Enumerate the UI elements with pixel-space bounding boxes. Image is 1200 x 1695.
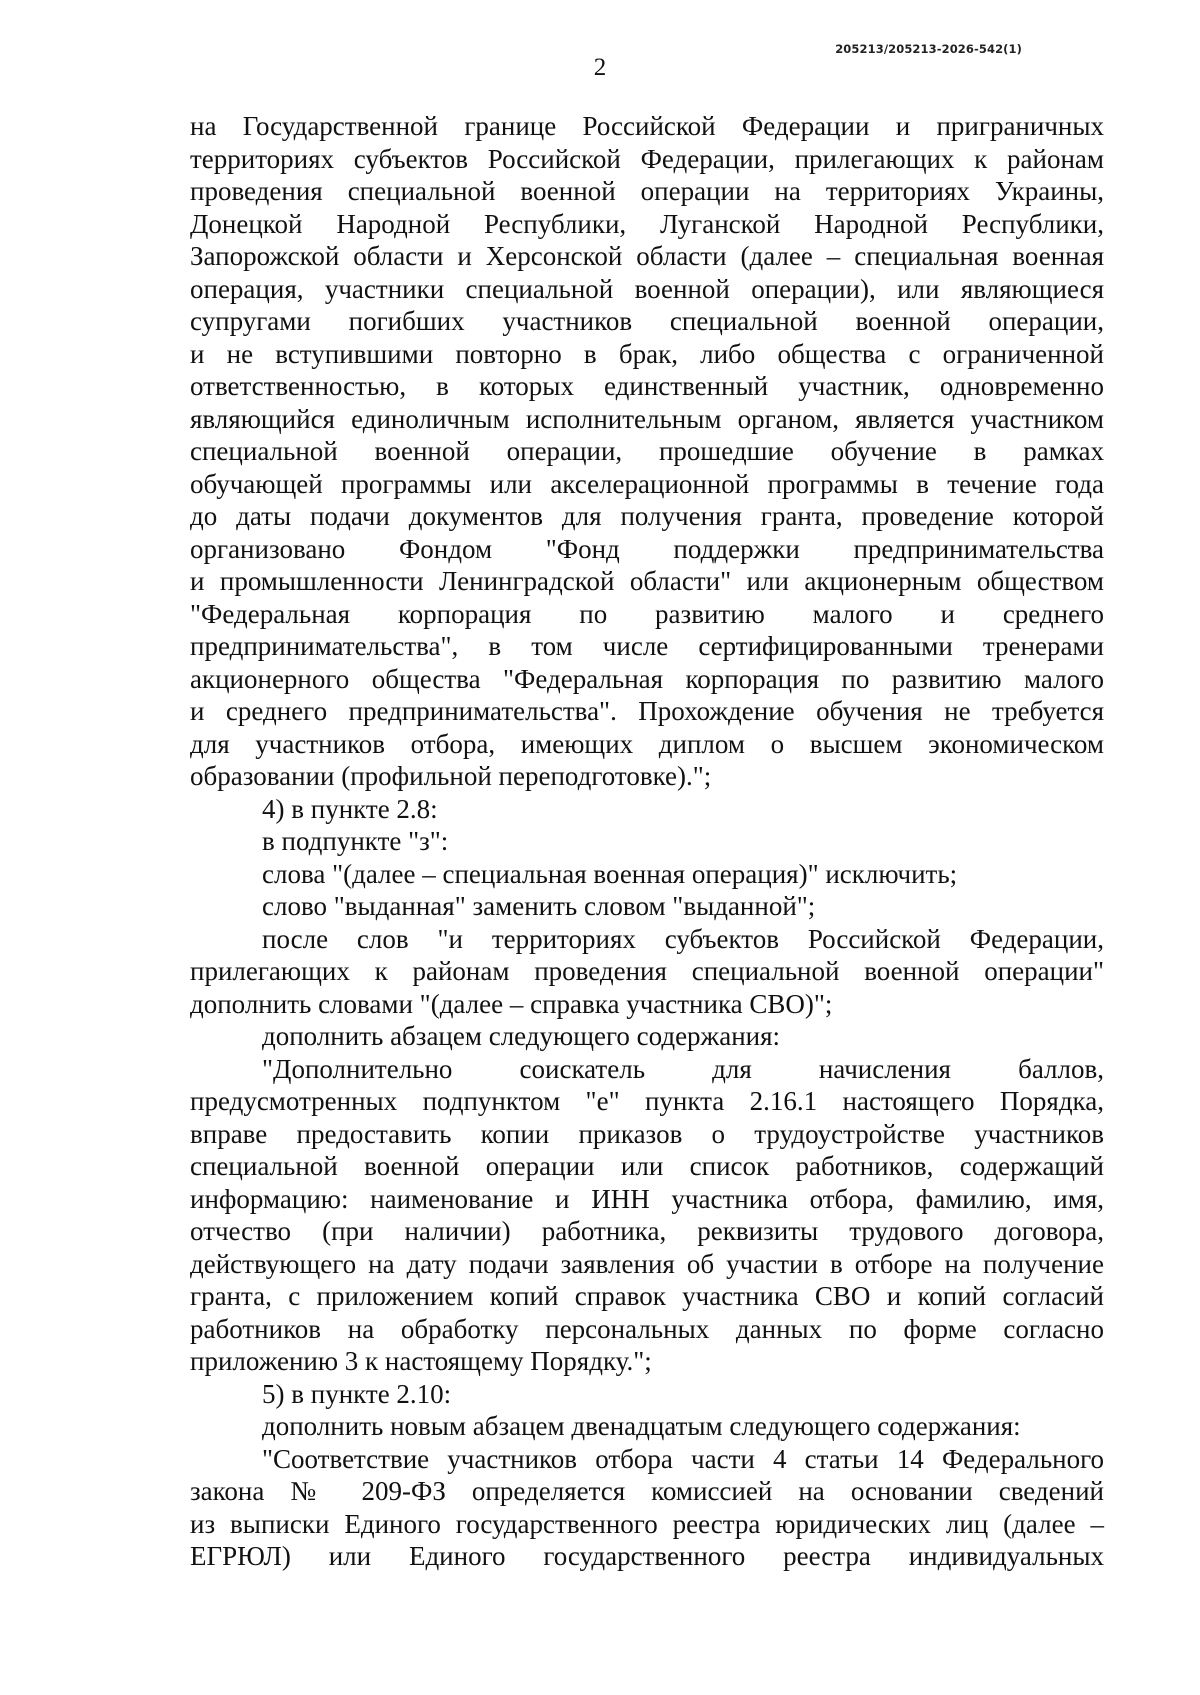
text-line: и среднего предпринимательства". Прохождение обучения не требуется xyxy=(190,696,1104,726)
text-line: территориях субъектов Российской Федерации, прилегающих к районам xyxy=(190,143,1104,174)
text-line: предпринимательства", в том числе сертифицированными тренерами xyxy=(190,631,1104,661)
document-id: 205213/205213-2026-542(1) xyxy=(835,42,1022,56)
text-line: приложению 3 к настоящему Порядку."; xyxy=(190,1346,652,1376)
page-number: 2 xyxy=(593,54,607,81)
text-line: дополнить абзацем следующего содержания: xyxy=(262,1021,781,1051)
text-line: и промышленности Ленинградской области" или акционерным обществом xyxy=(190,566,1104,596)
text-line: предусмотренных подпунктом "е" пункта 2.16.1 настоящего Порядка, xyxy=(190,1086,1104,1116)
text-line: после слов "и территориях субъектов Российской Федерации, xyxy=(262,923,1104,954)
text-line: акционерного общества "Федеральная корпорация по развитию малого xyxy=(190,663,1104,694)
text-line: ЕГРЮЛ) или Единого государственного реестра индивидуальных xyxy=(190,1541,1104,1571)
text-line: организовано Фондом "Фонд поддержки предпринимательства xyxy=(190,533,1104,564)
text-line: гранта, с приложением копий справок участника СВО и копий согласий xyxy=(190,1281,1104,1311)
text-line: информацию: наименование и ИНН участника отбора, фамилию, имя, xyxy=(190,1183,1104,1214)
text-line: из выписки Единого государственного реестра юридических лиц (далее – xyxy=(190,1508,1104,1539)
text-line: дополнить словами "(далее – справка участника СВО)"; xyxy=(190,988,833,1019)
body-text xyxy=(190,110,1104,1573)
text-line: действующего на дату подачи заявления об участии в отборе на получение xyxy=(190,1248,1104,1279)
text-line: слово "выданная" заменить словом "выданной"; xyxy=(262,891,816,921)
text-line: специальной военной операции или список работников, содержащий xyxy=(190,1151,1104,1181)
text-line: ответственностью, в которых единственный участник, одновременно xyxy=(190,371,1104,401)
text-line: работников на обработку персональных данных по форме согласно xyxy=(190,1313,1104,1344)
text-line: дополнить новым абзацем двенадцатым следующего содержания: xyxy=(262,1411,1021,1441)
text-line: "Дополнительно соискатель для начисления баллов, xyxy=(262,1053,1104,1084)
text-line: 4) в пункте 2.8: xyxy=(262,793,438,824)
text-line: проведения специальной военной операции на территориях Украины, xyxy=(190,176,1104,206)
text-line: отчество (при наличии) работника, реквизиты трудового договора, xyxy=(190,1216,1104,1246)
text-line: и не вступившими повторно в брак, либо общества с ограниченной xyxy=(190,338,1104,369)
text-line: супругами погибших участников специальной военной операции, xyxy=(190,306,1104,336)
text-line: являющийся единоличным исполнительным органом, является участником xyxy=(190,403,1104,434)
text-line: Запорожской области и Херсонской области (далее – специальная военная xyxy=(190,241,1104,271)
text-line: образовании (профильной переподготовке)."; xyxy=(190,761,712,791)
text-line: слова "(далее – специальная военная операция)" исключить; xyxy=(262,858,958,889)
text-line: "Федеральная корпорация по развитию малого и среднего xyxy=(190,598,1104,629)
text-line: специальной военной операции, прошедшие обучение в рамках xyxy=(190,436,1104,466)
text-line: в подпункте "з": xyxy=(262,826,449,856)
text-line: на Государственной границе Российской Федерации и приграничных xyxy=(190,111,1104,141)
text-line: Донецкой Народной Республики, Луганской Народной Республики, xyxy=(190,208,1104,239)
text-line: для участников отбора, имеющих диплом о высшем экономическом xyxy=(190,728,1104,759)
text-line: обучающей программы или акселерационной программы в течение года xyxy=(190,468,1104,499)
text-line: операция, участники специальной военной операции), или являющиеся xyxy=(190,273,1104,304)
text-line: закона № 209-ФЗ определяется комиссией на основании сведений xyxy=(190,1476,1104,1506)
text-line: вправе предоставить копии приказов о трудоустройстве участников xyxy=(190,1118,1104,1149)
text-line: прилегающих к районам проведения специальной военной операции" xyxy=(190,956,1104,986)
text-line: "Соответствие участников отбора части 4 статьи 14 Федерального xyxy=(262,1443,1104,1474)
text-line: 5) в пункте 2.10: xyxy=(262,1378,452,1409)
text-line: до даты подачи документов для получения гранта, проведение которой xyxy=(190,501,1104,531)
